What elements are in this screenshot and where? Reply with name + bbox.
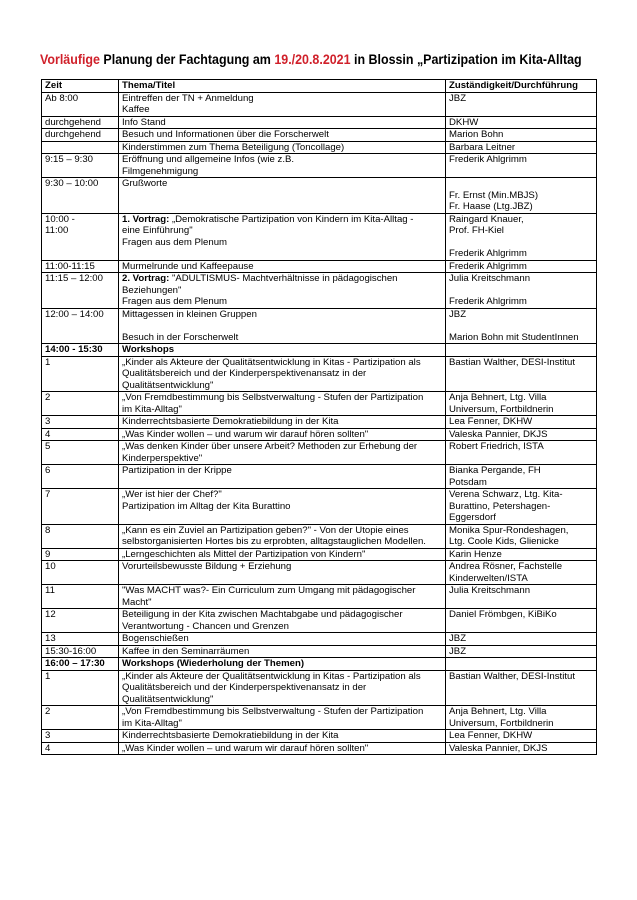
title-place: in Blossin „Partizipation im Kita-Alltag — [350, 52, 582, 67]
cell-line: 13 — [45, 633, 56, 644]
cell-line: 4 — [45, 428, 51, 440]
cell-line: Frederik Ahlgrimm — [449, 296, 527, 307]
section-row — [42, 658, 597, 671]
cell-line: Julia Kreitschmann — [449, 585, 531, 596]
cell-zustaendigkeit — [446, 92, 597, 116]
cell-zustaendigkeit — [446, 658, 597, 671]
cell-line: „Was Kinder wollen – und warum wir darauf hören sollten" — [122, 742, 369, 754]
table-row — [42, 585, 597, 609]
cell-line: Eintreffen der TN + Anmeldung — [122, 92, 254, 104]
cell-line: Beziehungen" — [122, 284, 182, 296]
cell-zeit — [42, 273, 119, 309]
cell-line: Marion Bohn — [449, 129, 504, 140]
cell-line: DKHW — [449, 116, 479, 128]
cell-thema — [119, 585, 446, 609]
cell-thema — [119, 356, 446, 392]
cell-line: 2 — [45, 392, 51, 403]
cell-zeit — [42, 392, 119, 416]
cell-line — [449, 658, 593, 670]
lecture-title: "ADULTISMUS- Machtverhältnisse in pädagogischen — [171, 273, 398, 284]
cell-line: „Was Kinder wollen – und warum wir darauf hören sollten" — [122, 428, 369, 440]
cell-zeit — [42, 658, 119, 671]
table-row — [42, 548, 597, 561]
cell-line: Verena Schwarz, Ltg. Kita- — [449, 489, 563, 500]
cell-thema — [119, 178, 446, 214]
cell-line: „Kann es ein Zuviel an Partizipation geben?" - Von der Utopie eines — [122, 524, 409, 536]
cell-zustaendigkeit — [446, 273, 597, 309]
cell-thema — [119, 633, 446, 646]
cell-line — [122, 273, 442, 285]
cell-zeit — [42, 428, 119, 441]
cell-thema — [119, 92, 446, 116]
page-title — [40, 52, 582, 67]
cell-line — [449, 320, 593, 332]
header-zeit: Zeit — [42, 80, 119, 93]
cell-zeit — [42, 154, 119, 178]
cell-line: "Was MACHT was?- Ein Curriculum zum Umgang mit pädagogischer — [122, 585, 416, 596]
cell-zeit — [42, 416, 119, 429]
cell-zustaendigkeit — [446, 392, 597, 416]
cell-zustaendigkeit — [446, 154, 597, 178]
cell-zeit — [42, 465, 119, 489]
cell-line: 12:00 – 14:00 — [45, 308, 104, 320]
cell-line: 9 — [45, 548, 51, 560]
cell-line: 1 — [45, 670, 51, 682]
cell-thema — [119, 548, 446, 561]
table-row — [42, 416, 597, 429]
table-row — [42, 706, 597, 730]
cell-zeit — [42, 116, 119, 129]
cell-line: Partizipation im Alltag der Kita Burattino — [122, 500, 291, 512]
table-row — [42, 129, 597, 142]
cell-line: Partizipation in der Krippe — [122, 465, 232, 476]
cell-line: Ltg. Coole Kids, Glienicke — [449, 536, 559, 547]
cell-thema — [119, 260, 446, 273]
table-row — [42, 645, 597, 658]
cell-line: 6 — [45, 465, 51, 476]
cell-thema — [119, 141, 446, 154]
cell-line: Kinderrechtsbasierte Demokratiebildung in der Kita — [122, 730, 339, 741]
cell-zeit — [42, 706, 119, 730]
cell-line: Prof. FH-Kiel — [449, 225, 504, 236]
cell-line — [449, 237, 593, 249]
cell-line: Murmelrunde und Kaffeepause — [122, 260, 254, 272]
cell-line: selbstorganisierten Hortes bis zu erprobten, alltagstauglichen Modellen. — [122, 536, 426, 547]
table-row — [42, 633, 597, 646]
cell-thema — [119, 465, 446, 489]
cell-line: Bastian Walther, DESI-Institut — [449, 356, 576, 368]
cell-zustaendigkeit — [446, 129, 597, 142]
cell-line: Kinderrechtsbasierte Demokratiebildung in der Kita — [122, 416, 339, 427]
cell-line: „Kinder als Akteure der Qualitätsentwicklung in Kitas - Partizipation als — [122, 670, 421, 682]
table-row — [42, 465, 597, 489]
cell-line: Valeska Pannier, DKJS — [449, 428, 548, 440]
cell-line: Qualitätsentwicklung" — [122, 693, 214, 705]
cell-line: „Was denken Kinder über unsere Arbeit? Methoden zur Erhebung der — [122, 441, 418, 452]
cell-line: durchgehend — [45, 116, 102, 128]
cell-line: im Kita-Alltag" — [122, 717, 182, 729]
cell-thema — [119, 742, 446, 755]
cell-line: JBZ — [449, 633, 467, 644]
table-row — [42, 428, 597, 441]
cell-zeit — [42, 730, 119, 743]
cell-zeit — [42, 92, 119, 116]
table-row — [42, 260, 597, 273]
cell-line: JBZ — [449, 308, 467, 320]
cell-line — [449, 178, 593, 190]
cell-line — [122, 248, 442, 260]
cell-line — [122, 214, 442, 226]
cell-line: Eggersdorf — [449, 512, 496, 523]
cell-zustaendigkeit — [446, 670, 597, 706]
cell-zeit — [42, 260, 119, 273]
cell-zustaendigkeit — [446, 706, 597, 730]
table-row — [42, 670, 597, 706]
cell-line: Qualitätsbereich und der Kinderperspektivenansatz in der — [122, 682, 367, 693]
table-row — [42, 742, 597, 755]
cell-line: Kaffee — [122, 104, 150, 115]
cell-line: „Von Fremdbestimmung bis Selbstverwaltung - Stufen der Partizipation — [122, 392, 424, 403]
lecture-label: 2. Vortrag: — [122, 273, 170, 284]
cell-zustaendigkeit — [446, 416, 597, 429]
cell-line: Besuch und Informationen über die Forscherwelt — [122, 129, 329, 140]
cell-line: 8 — [45, 524, 51, 536]
cell-thema — [119, 154, 446, 178]
section-row — [42, 344, 597, 357]
cell-zeit — [42, 742, 119, 755]
table-row — [42, 609, 597, 633]
cell-line: Kinderwelten/ISTA — [449, 572, 528, 584]
cell-line: Marion Bohn mit StudentInnen — [449, 331, 579, 343]
cell-line: Robert Friedrich, ISTA — [449, 441, 544, 452]
cell-line: 14:00 - 15:30 — [45, 344, 103, 355]
cell-zustaendigkeit — [446, 524, 597, 548]
schedule-table — [41, 79, 597, 755]
cell-thema — [119, 730, 446, 743]
cell-line: Workshops (Wiederholung der Themen) — [122, 658, 305, 669]
table-row — [42, 730, 597, 743]
cell-zeit — [42, 645, 119, 658]
cell-zeit — [42, 178, 119, 214]
cell-thema — [119, 489, 446, 525]
cell-zeit — [42, 585, 119, 609]
cell-line: Verantwortung - Chancen und Grenzen — [122, 620, 289, 632]
cell-line — [122, 320, 442, 332]
cell-zustaendigkeit — [446, 178, 597, 214]
cell-line: 7 — [45, 489, 51, 500]
cell-line: 3 — [45, 730, 51, 741]
table-row — [42, 92, 597, 116]
cell-zustaendigkeit — [446, 645, 597, 658]
cell-line: Valeska Pannier, DKJS — [449, 742, 548, 754]
cell-zeit — [42, 141, 119, 154]
cell-line: Besuch in der Forscherwelt — [122, 331, 239, 343]
cell-zustaendigkeit — [446, 561, 597, 585]
cell-line: im Kita-Alltag" — [122, 403, 182, 415]
cell-line: Beteiligung in der Kita zwischen Machtabgabe und pädagogischer — [122, 609, 403, 620]
cell-line: Burattino, Petershagen- — [449, 500, 551, 512]
cell-zeit — [42, 489, 119, 525]
cell-line — [449, 285, 593, 297]
cell-line: Fragen aus dem Plenum — [122, 296, 228, 307]
cell-line: Karin Henze — [449, 548, 502, 560]
cell-line: Kaffee in den Seminarräumen — [122, 645, 250, 657]
cell-zustaendigkeit — [446, 308, 597, 344]
cell-thema — [119, 561, 446, 585]
table-row — [42, 178, 597, 214]
cell-line: Andrea Rösner, Fachstelle — [449, 561, 563, 572]
cell-thema — [119, 609, 446, 633]
table-header-row — [42, 80, 597, 93]
cell-thema — [119, 428, 446, 441]
cell-line: 11 — [45, 585, 55, 596]
cell-thema — [119, 670, 446, 706]
cell-line: Workshops — [122, 344, 175, 355]
cell-thema — [119, 129, 446, 142]
cell-zustaendigkeit — [446, 742, 597, 755]
cell-line: 5 — [45, 441, 51, 452]
cell-thema — [119, 273, 446, 309]
table-row — [42, 561, 597, 585]
cell-line: Frederik Ahlgrimm — [449, 260, 527, 272]
lecture-label: 1. Vortrag: — [122, 213, 170, 225]
cell-line: 11:00-11:15 — [45, 260, 95, 272]
cell-line: Raingard Knauer, — [449, 213, 524, 225]
table-row — [42, 154, 597, 178]
cell-thema — [119, 706, 446, 730]
cell-line: 11:00 — [45, 225, 69, 236]
cell-line: Monika Spur-Rondeshagen, — [449, 524, 569, 536]
table-row — [42, 392, 597, 416]
cell-line: Bastian Walther, DESI-Institut — [449, 670, 576, 682]
cell-line: 2 — [45, 706, 51, 717]
cell-line: Universum, Fortbildnerin — [449, 403, 554, 415]
cell-zustaendigkeit — [446, 465, 597, 489]
cell-zustaendigkeit — [446, 141, 597, 154]
lecture-title: „Demokratische Partizipation von Kindern im Kita-Alltag - — [171, 213, 414, 225]
cell-line: Fr. Haase (Ltg.JBZ) — [449, 201, 533, 212]
cell-zeit — [42, 670, 119, 706]
cell-line: Frederik Ahlgrimm — [449, 154, 527, 165]
cell-zustaendigkeit — [446, 356, 597, 392]
cell-thema — [119, 392, 446, 416]
cell-line: „Lerngeschichten als Mittel der Partizipation von Kindern" — [122, 548, 366, 560]
cell-line: 3 — [45, 416, 51, 427]
cell-zustaendigkeit — [446, 213, 597, 260]
cell-line: 9:30 – 10:00 — [45, 178, 99, 189]
cell-line — [45, 142, 115, 154]
cell-thema — [119, 213, 446, 260]
title-text: Planung der Fachtagung am — [99, 52, 275, 67]
cell-zeit — [42, 308, 119, 344]
cell-thema — [119, 645, 446, 658]
cell-line: Qualitätsbereich und der Kinderperspektivenansatz in der — [122, 368, 367, 379]
cell-zeit — [42, 441, 119, 465]
cell-line: 10:00 - — [45, 213, 75, 225]
cell-line: Fragen aus dem Plenum — [122, 236, 228, 248]
title-date: 19./20.8.2021 — [274, 52, 351, 67]
cell-line — [449, 344, 593, 356]
cell-line: „Kinder als Akteure der Qualitätsentwicklung in Kitas - Partizipation als — [122, 356, 421, 368]
cell-line: Qualitätsentwicklung" — [122, 379, 214, 391]
cell-zustaendigkeit — [446, 116, 597, 129]
cell-zeit — [42, 633, 119, 646]
cell-zeit — [42, 524, 119, 548]
cell-zustaendigkeit — [446, 344, 597, 357]
cell-line: Anja Behnert, Ltg. Villa — [449, 706, 547, 717]
cell-line: 10 — [45, 561, 56, 572]
cell-line: 16:00 – 17:30 — [45, 658, 105, 669]
table-row — [42, 489, 597, 525]
cell-line: eine Einführung" — [122, 225, 193, 236]
cell-zeit — [42, 213, 119, 260]
cell-line: Barbara Leitner — [449, 141, 516, 153]
cell-line: Kinderstimmen zum Thema Beteiligung (Toncollage) — [122, 141, 345, 153]
cell-line: Kinderperspektive" — [122, 452, 203, 464]
table-row — [42, 116, 597, 129]
table-row — [42, 441, 597, 465]
cell-zeit — [42, 609, 119, 633]
cell-line: Universum, Fortbildnerin — [449, 717, 554, 729]
cell-zeit — [42, 344, 119, 357]
cell-zeit — [42, 548, 119, 561]
cell-line: 9:15 – 9:30 — [45, 154, 94, 165]
cell-line: 4 — [45, 742, 51, 754]
cell-line: Mittagessen in kleinen Gruppen — [122, 308, 257, 320]
cell-line: Info Stand — [122, 116, 166, 128]
cell-line: Macht" — [122, 596, 152, 608]
cell-thema — [119, 308, 446, 344]
header-thema: Thema/Titel — [119, 80, 446, 93]
cell-line: „Von Fremdbestimmung bis Selbstverwaltung - Stufen der Partizipation — [122, 706, 424, 717]
cell-zustaendigkeit — [446, 489, 597, 525]
cell-line: Vorurteilsbewusste Bildung + Erziehung — [122, 561, 292, 572]
table-row — [42, 213, 597, 260]
cell-thema — [119, 116, 446, 129]
cell-thema — [119, 441, 446, 465]
cell-line: Fr. Ernst (Min.MBJS) — [449, 189, 539, 201]
cell-line: Anja Behnert, Ltg. Villa — [449, 392, 547, 403]
table-row — [42, 141, 597, 154]
cell-line: Frederik Ahlgrimm — [449, 248, 527, 259]
cell-line: Lea Fenner, DKHW — [449, 730, 533, 741]
header-zustaendigkeit: Zuständigkeit/Durchführung — [446, 80, 597, 93]
cell-line: Bianka Pergande, FH — [449, 465, 541, 476]
cell-thema — [119, 524, 446, 548]
cell-line: Daniel Frömbgen, KiBiKo — [449, 609, 557, 620]
cell-zustaendigkeit — [446, 428, 597, 441]
cell-thema — [119, 416, 446, 429]
table-row — [42, 524, 597, 548]
cell-line: Lea Fenner, DKHW — [449, 416, 533, 427]
cell-line: Bogenschießen — [122, 633, 189, 644]
title-vorlaeufig: Vorläufige — [40, 52, 100, 67]
cell-line: Grußworte — [122, 178, 168, 189]
cell-line: JBZ — [449, 92, 467, 104]
cell-line: JBZ — [449, 645, 467, 657]
table-row — [42, 273, 597, 309]
table-row — [42, 356, 597, 392]
cell-line: „Wer ist hier der Chef?" — [122, 489, 222, 500]
cell-line: Eröffnung und allgemeine Infos (wie z.B. — [122, 154, 295, 165]
cell-line: Filmgenehmigung — [122, 165, 199, 177]
cell-line: 12 — [45, 609, 56, 620]
cell-thema — [119, 344, 446, 357]
cell-zustaendigkeit — [446, 609, 597, 633]
cell-zustaendigkeit — [446, 441, 597, 465]
cell-zustaendigkeit — [446, 585, 597, 609]
table-row — [42, 308, 597, 344]
cell-line: Julia Kreitschmann — [449, 273, 531, 284]
cell-zustaendigkeit — [446, 633, 597, 646]
cell-line: 1 — [45, 356, 51, 368]
cell-thema — [119, 658, 446, 671]
cell-line: 15:30-16:00 — [45, 645, 97, 657]
cell-zeit — [42, 129, 119, 142]
cell-line: Potsdam — [449, 476, 487, 488]
cell-zeit — [42, 561, 119, 585]
cell-line: Ab 8:00 — [45, 92, 79, 104]
cell-zeit — [42, 356, 119, 392]
cell-line: durchgehend — [45, 129, 102, 140]
cell-zustaendigkeit — [446, 730, 597, 743]
cell-line: 11:15 – 12:00 — [45, 273, 103, 284]
cell-zustaendigkeit — [446, 548, 597, 561]
cell-zustaendigkeit — [446, 260, 597, 273]
